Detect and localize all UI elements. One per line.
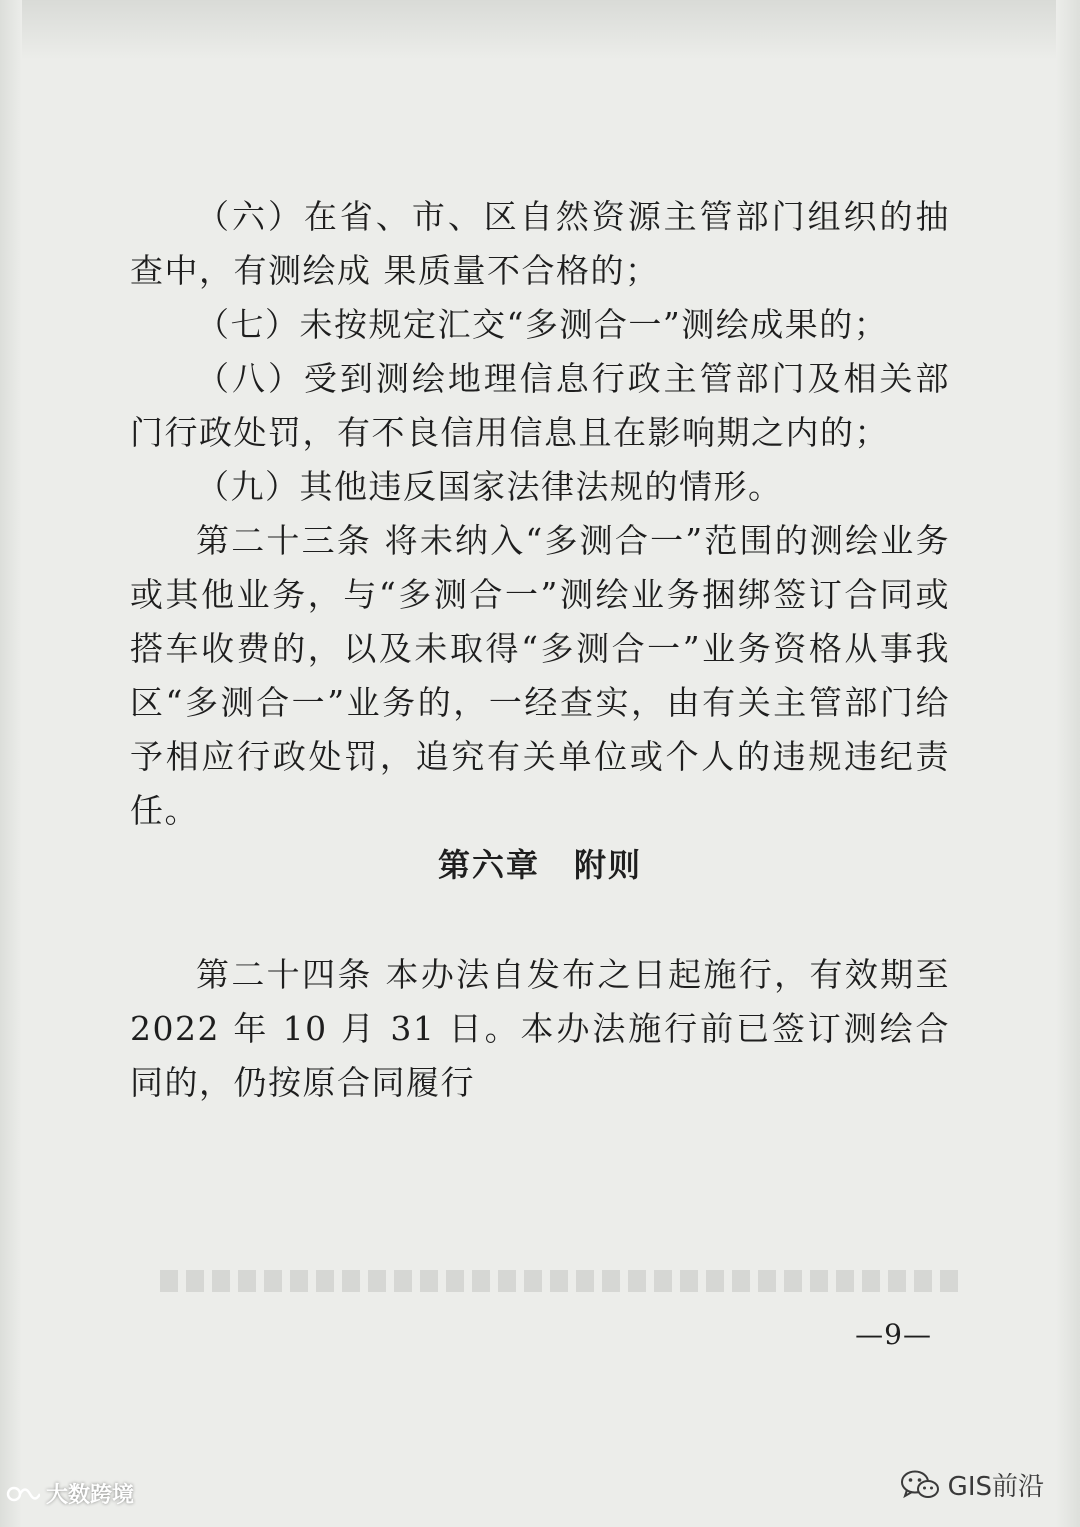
chapter-heading: 第六章 附则: [437, 846, 642, 884]
watermark-left: [6, 1478, 134, 1509]
scan-edge-right: [1056, 0, 1080, 1527]
wechat-icon: [900, 1469, 940, 1501]
page-number: —9—: [855, 1318, 932, 1351]
bleed-through-text: [160, 1270, 960, 1292]
watermark-right-label: GIS前沿: [947, 1472, 1044, 1502]
document-body: [130, 190, 950, 838]
scan-edge-left: [0, 0, 22, 1527]
article-23: 第二十三条 将未纳入“多测合一”范围的测绘业务或其他业务，与“多测合一”测绘业务捆绑签订合同或搭车收费的，以及未取得“多测合一”业务资格从事我区“多测合一”业务的，一经查实，由有关主管部门给予相应行政处罚，追究有关单位或个人的违规违纪责任。: [130, 521, 950, 830]
paragraph-item-7: （七）未按规定汇交“多测合一”测绘成果的；: [196, 305, 889, 344]
watermark-left-label: 大数跨境: [46, 1483, 135, 1508]
article-24-block: [130, 948, 950, 1110]
paragraph-item-6: （六）在省、市、区自然资源主管部门组织的抽查中，有测绘成 果质量不合格的；: [130, 197, 950, 290]
scan-edge-top: [0, 0, 1080, 60]
paragraph-item-8: （八）受到测绘地理信息行政主管部门及相关部门行政处罚，有不良信用信息且在影响期之内的；: [130, 359, 950, 452]
article-24: 第二十四条 本办法自发布之日起施行，有效期至 2022 年 10 月 31 日。本办法施行前已签订测绘合同的，仍按原合同履行: [130, 955, 950, 1102]
paragraph-item-9: （九）其他违反国家法律法规的情形。: [196, 467, 783, 506]
watermark-logo-icon: [6, 1482, 40, 1506]
watermark-right: [900, 1466, 1044, 1503]
